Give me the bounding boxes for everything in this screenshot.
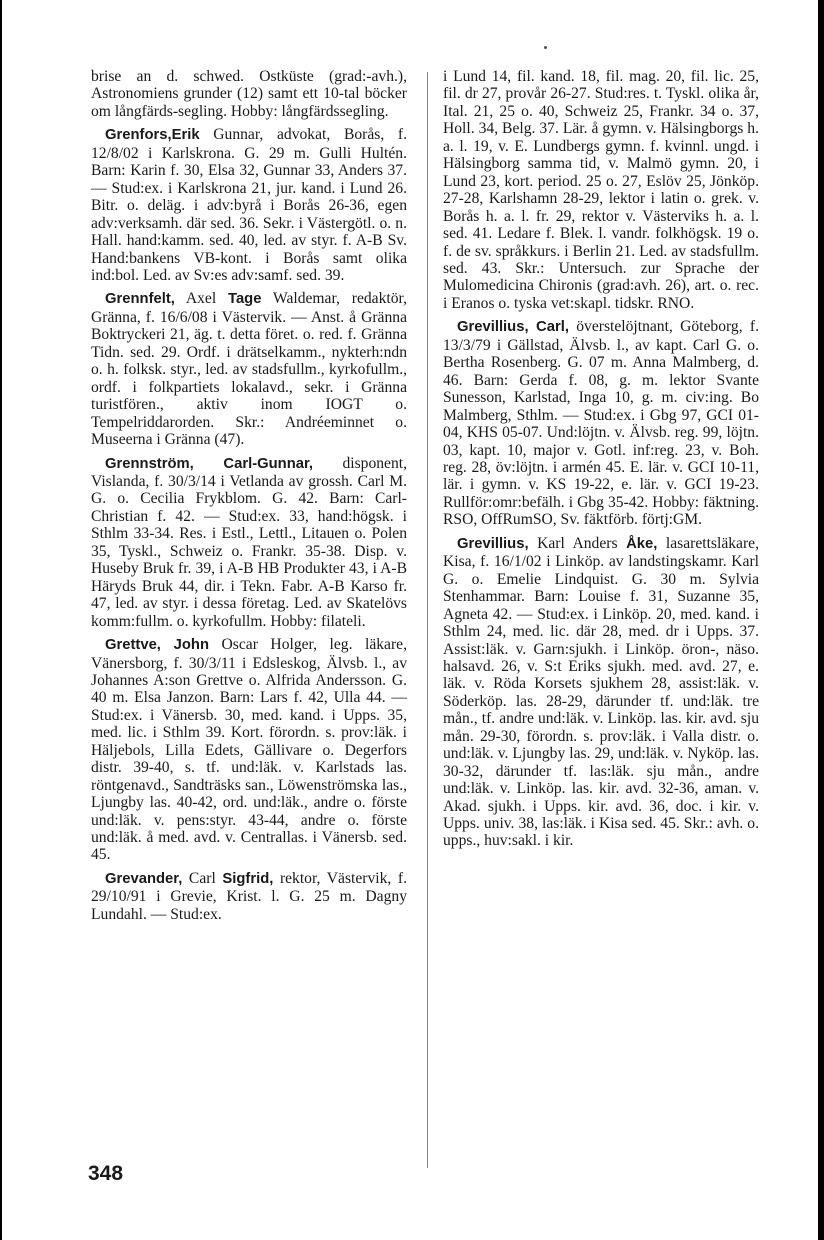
biography-entry [91,870,407,923]
print-speck [544,46,547,49]
entry-text: i Lund 14, fil. kand. 18, fil. mag. 20, fil. lic. 25, fil. dr 27, provår 26-27. Stud:res. t. Tyskl. olika år, Ital. 21, 25 o. 40, Schweiz 25, Frankr. 34 o. 37, Holl. 34, Belg. 37. Lär. å gymn. v. Hälsingborgs h. a. l. 19, v. E. Lundbergs gymn. f. kvinnl. ungd. i Hälsingborg samma tid, v. Malmö gymn. 20, i Lund 23, kort. period. 25 o. 27, Eslöv 25, Jönköp. 27-28, Karlshamn 28-29, lektor i latin o. grek. v. Borås h. a. l. fr. 29, rektor v. Västerviks h. a. l. sed. 41. Ledare f. Blek. l. vandr. folkhögsk. 19 o. f. de sv. språkkurs. i Berlin 21. Led. av stadsfullm. sed. 43. Skr.: Untersuch. zur Sprache der Mulomedicina Chironis (grad:avh. 26), art. o. rec. i Eranos o. tyska vet:skapl. tidskr. RNO. [443,68,759,312]
entry-text: överstelöjtnant, Göteborg, f. 13/3/79 i Gällstad, Älvsb. l., av kapt. Carl G. o. Bertha Rosenberg. G. 07 m. Anna Malmberg, d. 46. Barn: Gerda f. 08, g. m. lektor Svante Sunesson, Karlstad, Inga 10, g. m. civ:ing. Bo Malmberg, Sthlm. — Stud:ex. i Gbg 97, GCI 01-04, KHS 05-07. Und:löjtn. v. Älvsb. reg. 99, löjtn. 03, kapt. 10, major v. Gotl. inf:reg. 23, v. Boh. reg. 28, öv:löjtn. i armén 45. E. lär. v. GCI 10-11, lär. i gymn. v. KS 19-22, e. lär. v. GCI 19-23. Rullför:omr:befälh. i Gbg 35-42. Hobby: fäktning. RSO, OffRumSO, Sv. fäktförb. förtj:GM. [443,318,759,529]
entry-continuation [91,68,407,120]
entry-continuation [443,68,759,312]
column-divider [427,72,428,1168]
biography-entry [91,126,407,284]
entry-text: disponent, Vislanda, f. 30/3/14 i Vetlanda av grossh. Carl M. G. o. Cecilia Frykblom. G. 42. Barn: Carl-Christian f. 42. — Stud:ex. 33, hand:högsk. i Sthlm 33-34. Res. i Estl., Lettl., Litauen o. Polen 35, Tyskl., Schweiz o. Frankr. 35-38. Disp. v. Huseby Bruk fr. 39, i A-B HB Produkter 43, i A-B Häryds Bruk 44, dir. i Tekn. Fabr. A-B Karso fr. 47, led. av styr. i dessa företag. Led. av Skatelövs komm:fullm. o. kyrkofullm. Hobby: filateli. [91,454,407,630]
biography-entry [443,318,759,528]
page-number: 348 [88,1162,124,1185]
right-column [443,68,759,850]
entry-text: brise an d. schwed. Ostküste (grad:-avh.), Astronomiens grunder (12) samt ett 10-tal böcker om långfärds-segling. Hobby: långfärdssegling. [91,68,407,120]
entry-surname: Grevillius, [457,535,529,552]
entry-surname: Grevillius, Carl, [457,319,569,336]
entry-surname: Grennström, Carl-Gunnar, [105,455,314,472]
entry-surname: Grevander, [105,870,183,887]
entry-text: Gunnar, advokat, Borås, f. 12/8/02 i Karlskrona. G. 29 m. Gulli Hultén. Barn: Karin f. 30, Elsa 32, Gunnar 33, Anders 37. — Stud:ex. i Karlskrona 21, jur. kand. i Lund 26. Bitr. o. deläg. i adv:byrå i Borås 26-36, egen adv:verksamh. där sed. 36. Sekr. i Västergötl. o. n. Hall. hand:kamm. sed. 40, led. av styr. f. A-B Sv. Hand:bankens VB-kont. i Borås samt olika ind:bol. Led. av Sv:es adv:samf. sed. 39. [91,126,407,284]
entry-first-names: Axel [174,290,228,308]
entry-text: rektor, Västervik, f. 29/10/91 i Grevie, Krist. l. G. 25 m. Dagny Lundahl. — Stud:ex. [91,869,407,923]
entry-calling-name: Tage [228,291,262,308]
biography-entry [443,535,759,850]
biography-entry [91,455,407,631]
page-edge-right [818,0,824,1240]
entry-calling-name: Sigfrid, [222,870,274,887]
left-column [91,68,407,923]
entry-surname: Grettve, John [105,637,210,654]
entry-first-names: Karl Anders [528,534,627,552]
entry-text: Waldemar, redaktör, Gränna, f. 16/6/08 i Västervik. — Anst. å Gränna Boktryckeri 21, äg. t. detta föret. o. red. f. Gränna Tidn. sed. 29. Ordf. i drätselkamm., nykterh:ndn o. h. folksk. styr., led. av stadsfullm., kyrkofullm., ordf. i folkpartiets lokalavd., sekr. i Gränna turistfören., aktiv inom IOGT o. Tempelriddarorden. Skr.: Andréeminnet o. Museerna i Gränna (47). [91,290,407,449]
entry-surname: Grennfelt, [105,291,175,308]
biography-entry [91,636,407,864]
entry-calling-name: Erik [171,127,200,144]
entry-calling-name: Åke, [626,535,658,552]
entry-text: lasarettsläkare, Kisa, f. 16/1/02 i Linköp. av landstingskamr. Karl G. o. Emelie Lindquist. G. 30 m. Sylvia Stenhammar. Barn: Louise f. 31, Suzanne 35, Agneta 42. — Stud:ex. i Linköp. 20, med. kand. i Sthlm 24, med. lic. där 28, med. dr i Upps. 37. Assist:läk. v. Garn:sjukh. i Linköp. öron-, näso. halsavd. 26, v. S:t Eriks sjukh. med. avd. 27, e. läk. v. Röda Korsets sjukhem 28, assist:läk. v. Söderköp. las. 28-29, därunder tf. und:läk. tre mån., tf. andre und:läk. v. Linköp. las. kir. avd. sju mån. 29-30, förordn. s. prov:läk. i Valla distr. o. und:läk. v. Ljungby las. 29, und:läk. v. Nyköp. las. 30-32, därunder tf. las:läk. sju mån., andre und:läk. v. Linköp. las. kir. avd. 32-36, aman. v. Akad. sjukh. i Upps. kir. avd. 36, doc. i kir. v. Upps. univ. 38, las:läk. i Kisa sed. 45. Skr.: avh. o. upps., huv:sakl. i kir. [443,534,759,850]
entry-text: Oscar Holger, leg. läkare, Vänersborg, f. 30/3/11 i Edsleskog, Älvsb. l., av Johannes A:son Grettve o. Alfrida Andersson. G. 40 m. Elsa Janzon. Barn: Lars f. 42, Ulla 44. — Stud:ex. i Vänersb. 30, med. kand. i Upps. 35, med. lic. i Sthlm 39. Kort. förordn. s. prov:läk. i Häljebols, Lilla Edets, Gällivare o. Degerfors distr. 39-40, s. tf. und:läk. v. Karlstads las. röntgenavd., Sandträsks san., Löwenströmska las., Ljungby las. 40-42, ord. und:läk., andre o. förste und:läk. v. pens:styr. 43-44, andre o. förste und:läk. å med. avd. v. Centrallas. i Vänersb. sed. 45. [91,636,407,864]
entry-first-names: Carl [182,869,223,887]
biography-entry [91,290,407,448]
entry-surname: Grenfors, [105,127,172,144]
page-edge-left [0,0,2,1240]
